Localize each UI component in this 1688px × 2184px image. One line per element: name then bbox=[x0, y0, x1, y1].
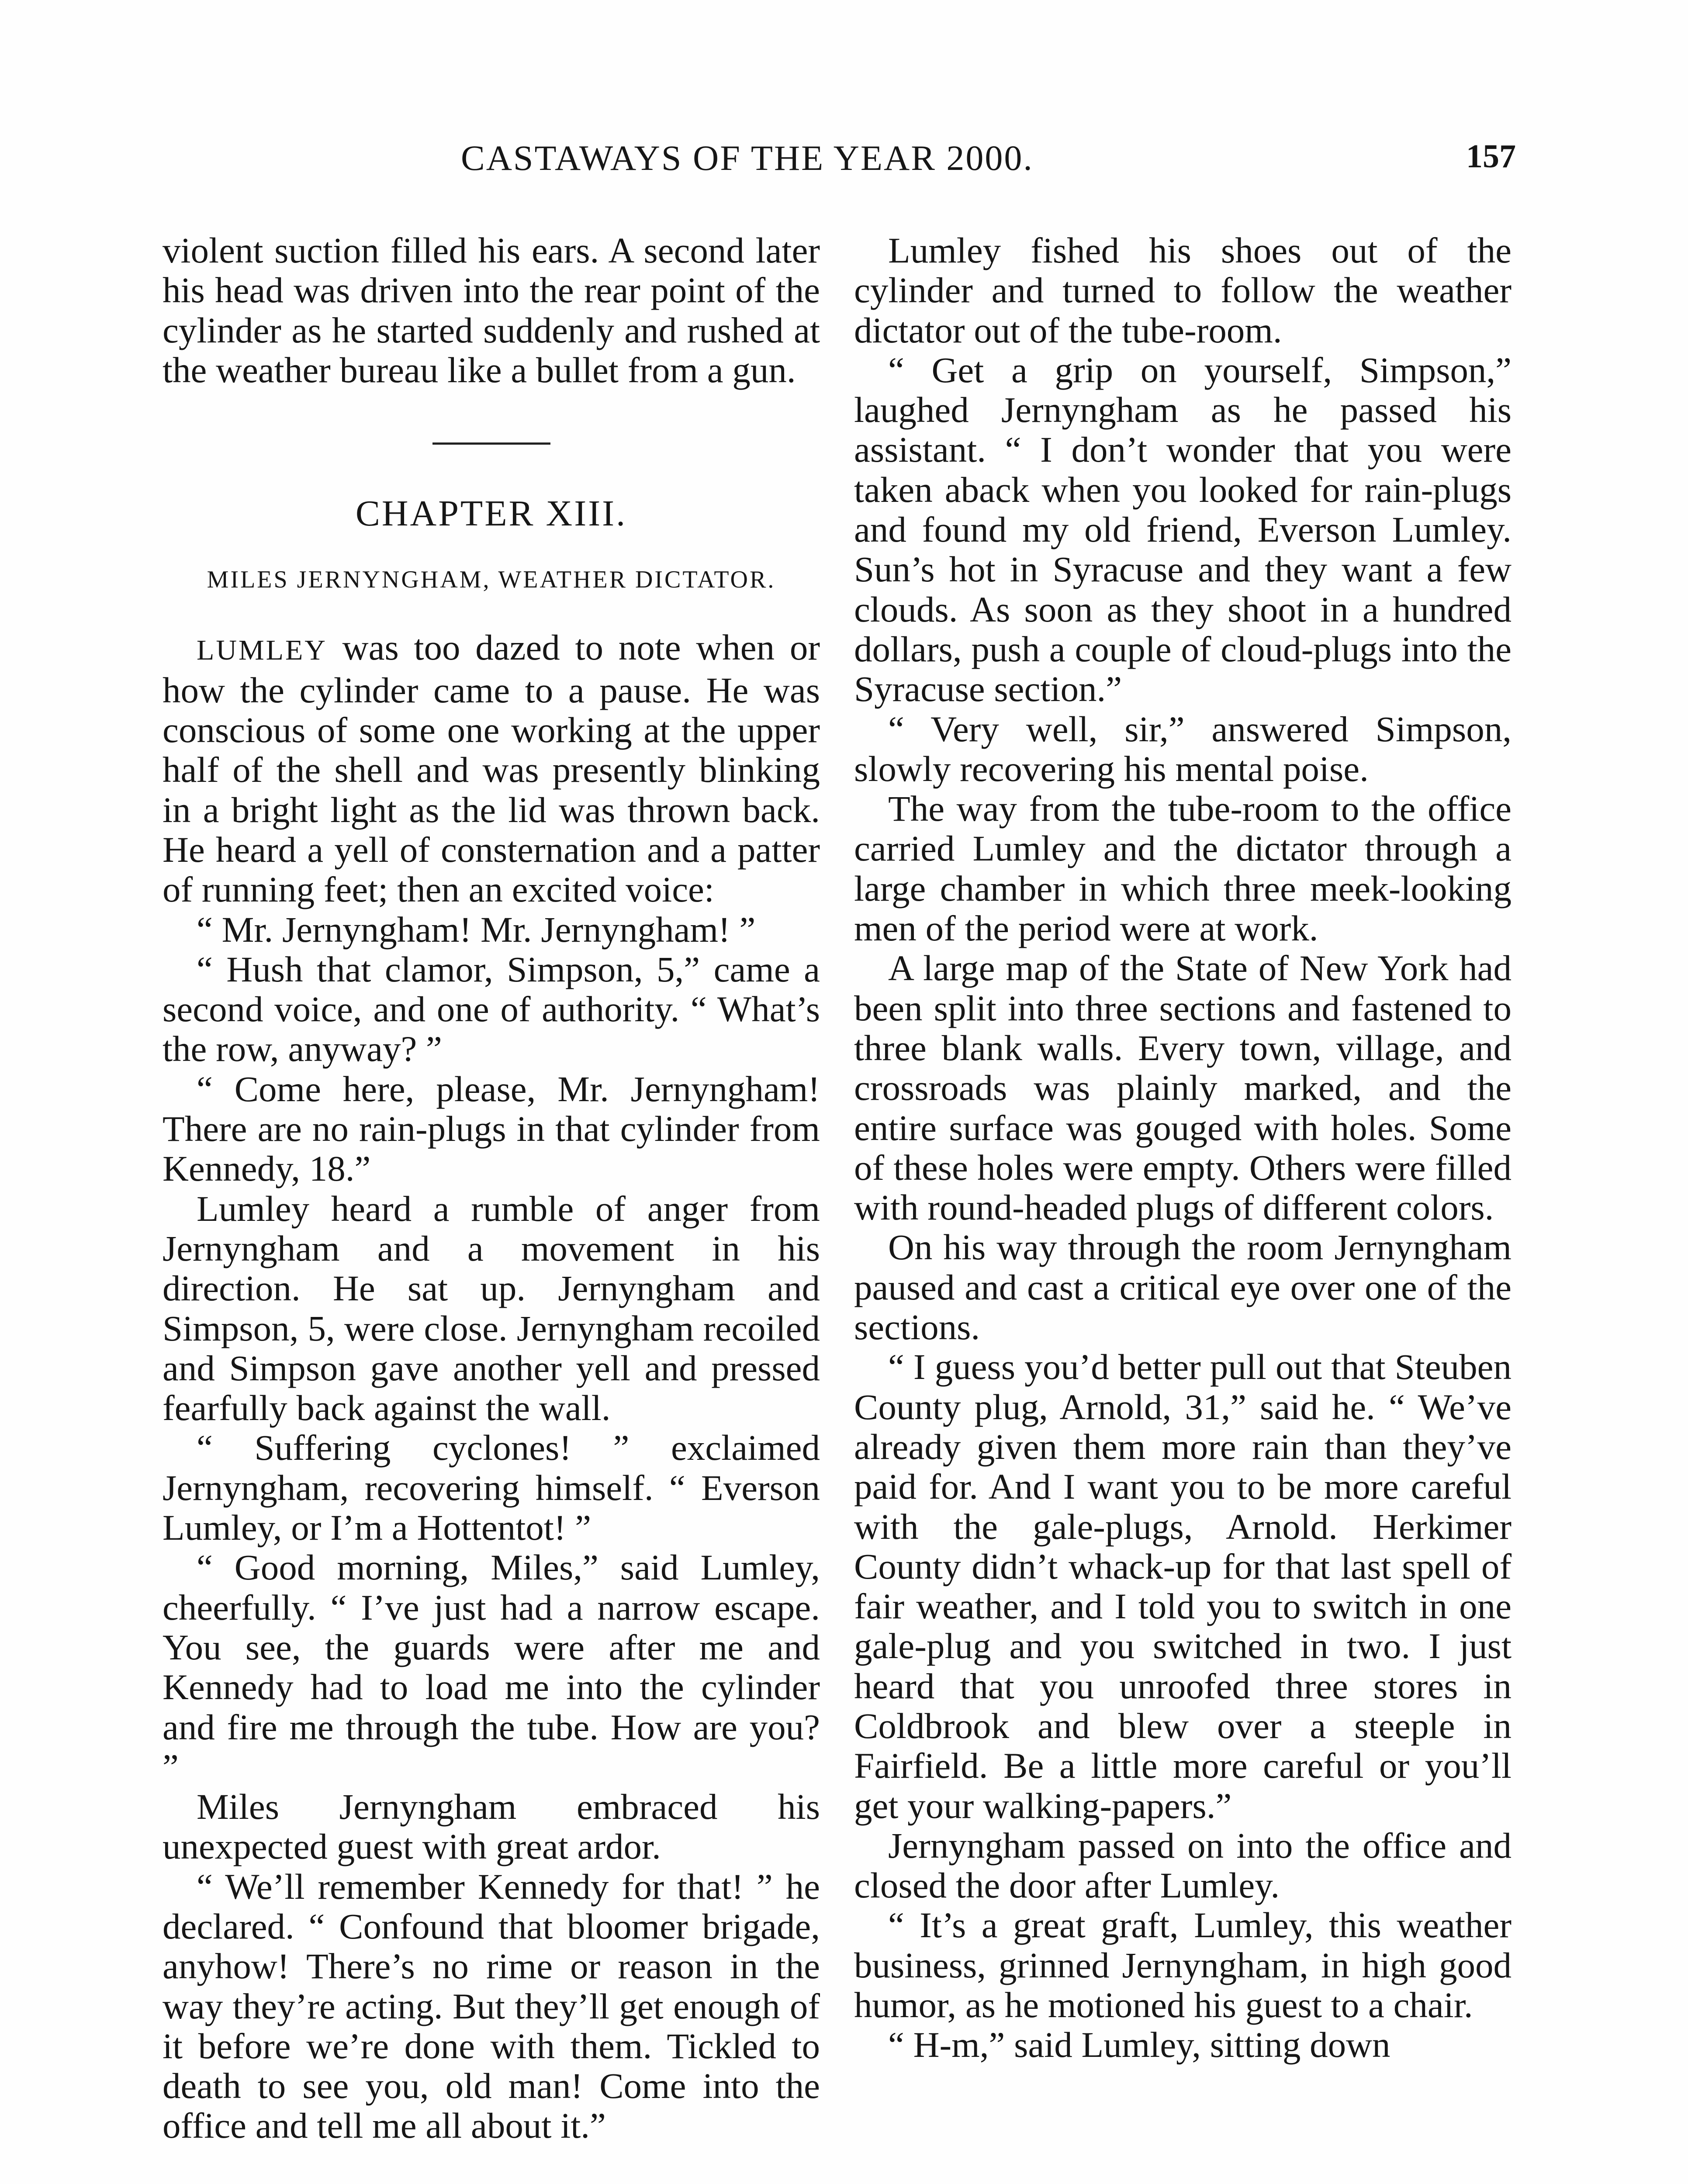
right-column bbox=[854, 231, 1512, 2065]
paragraph: “ We’ll remember Kennedy for that! ” he declared. “ Confound that bloomer brigade, anyhow! There’s no rime or reason in the way they’re acting. But they’ll get enough of it before we’re done with them. Tickled to death to see you, old man! Come into the office and tell me all about it.” bbox=[163, 1866, 820, 2146]
paragraph: Miles Jernyngham embraced his unexpected guest with great ardor. bbox=[163, 1787, 820, 1867]
chapter-subtitle: MILES JERNYNGHAM, WEATHER DICTATOR. bbox=[207, 566, 776, 594]
paragraph: “ Get a grip on yourself, Simpson,” laughed Jernyngham as he passed his assistant. “ I don’t wonder that you were taken aback when you looked for rain-plugs and found my old friend, Everson Lumley. Sun’s hot in Syracuse and they want a few clouds. As soon as they shoot in a hundred dollars, push a couple of cloud-plugs into the Syracuse section.” bbox=[854, 349, 1512, 709]
running-header bbox=[461, 138, 1516, 186]
paragraph: “ H-m,” said Lumley, sitting down bbox=[888, 2025, 1391, 2065]
paragraph: A large map of the State of New York had been split into three sections and fastened to three blank walls. Every town, village, and crossroads was plainly marked, and the entire surface was gouged with holes. Some of these holes were empty. Others were filled with round-headed plugs of different colors. bbox=[854, 948, 1512, 1228]
left-column bbox=[163, 231, 820, 2146]
paragraph: “ Suffering cyclones! ” exclaimed Jernyngham, recovering himself. “ Everson Lumley, or I’m a Hottentot! ” bbox=[163, 1427, 820, 1548]
chapter-title: CHAPTER XIII. bbox=[355, 493, 627, 534]
paragraph: Lumley fished his shoes out of the cylinder and turned to follow the weather dictator out of the tube-room. bbox=[854, 230, 1512, 350]
paragraph: “ Hush that clamor, Simpson, 5,” came a second voice, and one of authority. “ What’s the row, anyway? ” bbox=[163, 949, 820, 1069]
opening-text: was too dazed to note when or how the cylinder came to a pause. He was conscious of some one working at the upper half of the shell and was presently blinking in a bright light as the lid was thrown back. He heard a yell of consternation and a patter of running feet; then an excited voice: bbox=[163, 627, 820, 910]
paragraph: violent suction filled his ears. A second later his head was driven into the rear point of the cylinder as he started suddenly and rushed at the weather bureau like a bullet from a gun. bbox=[163, 230, 820, 390]
paragraph: “ It’s a great graft, Lumley, this weather business, grinned Jernyngham, in high good humor, as he motioned his guest to a chair. bbox=[854, 1905, 1512, 2025]
section-divider bbox=[432, 442, 550, 445]
paragraph: Lumley heard a rumble of anger from Jernyngham and a movement in his direction. He sat up. Jernyngham and Simpson, 5, were close. Jernyngham recoiled and Simpson gave another yell and pressed fearfully back against the wall. bbox=[163, 1188, 820, 1428]
page-number: 157 bbox=[1466, 138, 1516, 175]
paragraph: “ Come here, please, Mr. Jernyngham! There are no rain-plugs in that cylinder from Kennedy, 18.” bbox=[163, 1068, 820, 1189]
paragraph: “ Good morning, Miles,” said Lumley, cheerfully. “ I’ve just had a narrow escape. You see, the guards were after me and Kennedy had to load me into the cylinder and fire me through the tube. How are you? ” bbox=[163, 1547, 820, 1787]
paragraph: On his way through the room Jernyngham paused and cast a critical eye over one of the sections. bbox=[854, 1227, 1512, 1348]
chapter-opening-paragraph bbox=[163, 628, 820, 909]
running-title: CASTAWAYS OF THE YEAR 2000. bbox=[461, 138, 1034, 178]
paragraph: The way from the tube-room to the office carried Lumley and the dictator through a large chamber in which three meek-looking men of the period were at work. bbox=[854, 788, 1512, 949]
opening-word: LUMLEY bbox=[197, 634, 327, 667]
paragraph: “ I guess you’d better pull out that Steuben County plug, Arnold, 31,” said he. “ We’ve already given them more rain than they’ve paid for. And I want you to be more careful with the gale-plugs, Arnold. Herkimer County didn’t whack-up for that last spell of fair weather, and I told you to switch in one gale-plug and you switched in two. I just heard that you unroofed three stores in Coldbrook and blew over a steeple in Fairfield. Be a little more careful or you’ll get your walking-papers.” bbox=[854, 1347, 1512, 1826]
paragraph: “ Very well, sir,” answered Simpson, slowly recovering his mental poise. bbox=[854, 708, 1512, 789]
paragraph: Jernyngham passed on into the office and closed the door after Lumley. bbox=[854, 1825, 1512, 1906]
paragraph: “ Mr. Jernyngham! Mr. Jernyngham! ” bbox=[197, 909, 756, 950]
